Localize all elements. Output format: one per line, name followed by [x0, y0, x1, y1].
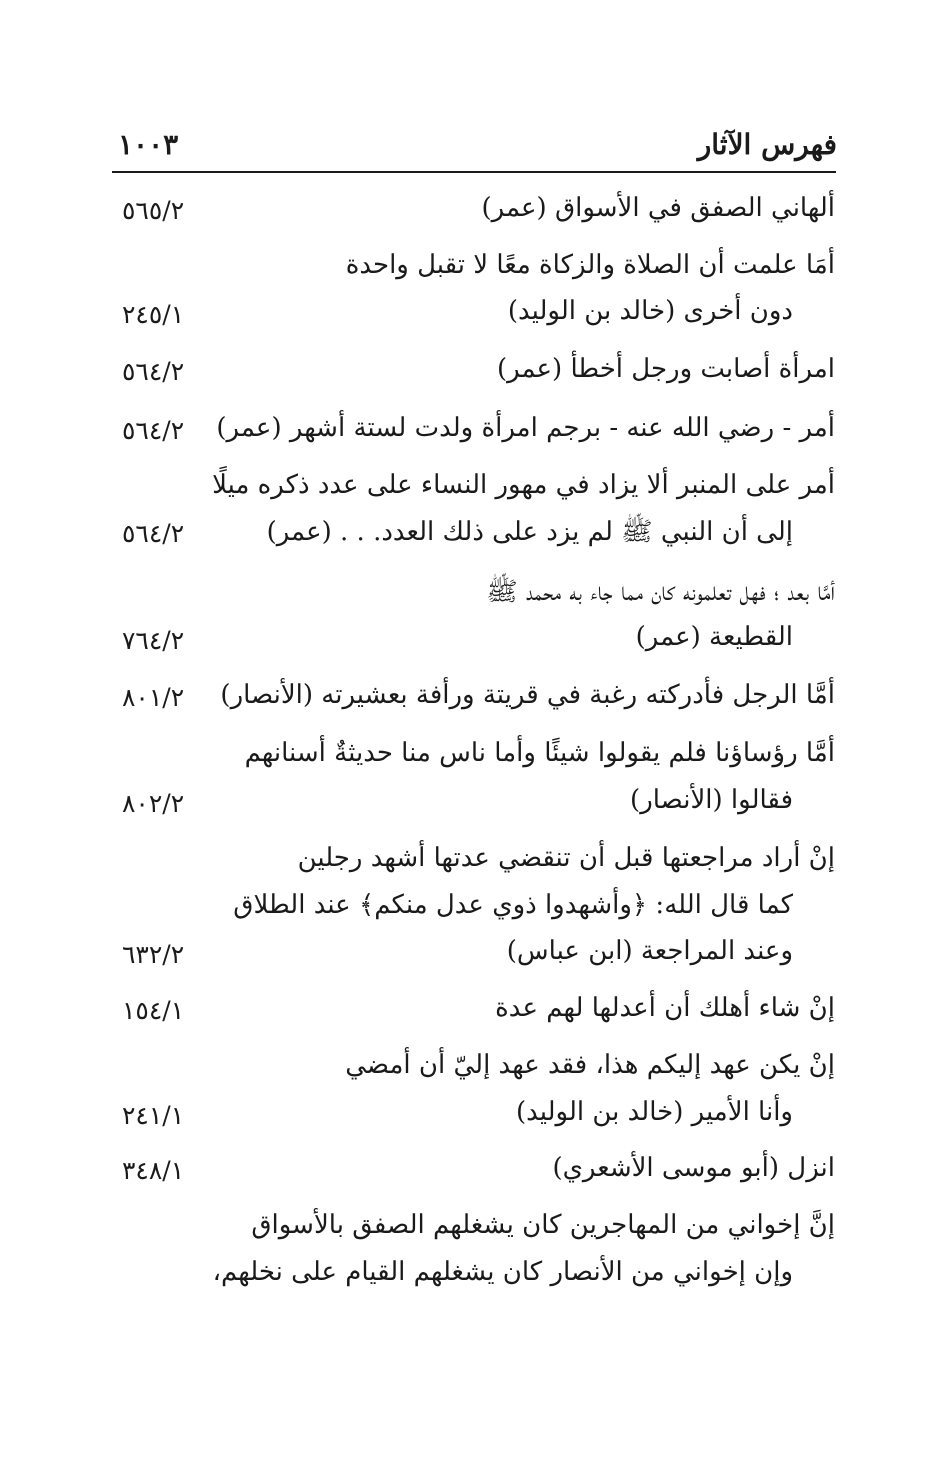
entry-text: إنَّ إخواني من المهاجرين كان يشغلهم الصفق بالأسواق — [251, 1210, 835, 1240]
page-number: ١٠٠٣ — [118, 128, 179, 161]
entry-text-continuation: وإن إخواني من الأنصار كان يشغلهم القيام على نخلهم، — [212, 1257, 793, 1287]
entry-reference: ٣٤٨/١ — [122, 1156, 185, 1185]
entry-reference: ٥٦٤/٢ — [122, 519, 185, 548]
entry-reference: ٨٠٢/٢ — [122, 789, 185, 818]
entry-text-continuation: دون أخرى (خالد بن الوليد) — [507, 296, 793, 326]
entry-reference: ٦٣٢/٢ — [122, 940, 185, 969]
entry-text: إنْ أراد مراجعتها قبل أن تنقضي عدتها أشهد رجلين — [297, 843, 835, 873]
entry-reference: ٨٠١/٢ — [122, 683, 185, 712]
entry-text-continuation: وأنا الأمير (خالد بن الوليد) — [515, 1097, 793, 1127]
entry-text-continuation: كما قال الله: ﴿وأشهدوا ذوي عدل منكم﴾ عند الطلاق — [233, 890, 793, 920]
entry-reference: ٧٦٤/٢ — [122, 626, 185, 655]
entry-text-continuation: وعند المراجعة (ابن عباس) — [506, 936, 793, 966]
entry-reference: ١٥٤/١ — [122, 996, 185, 1025]
entry-text: أمَّا بعد ؛ فهل تعلمونه كان مما جاء به محمد ﷺ — [486, 577, 835, 607]
entry-reference: ٢٤١/١ — [122, 1101, 185, 1130]
entry-text: أمَّا الرجل فأدركته رغبة في قريتة ورأفة بعشيرته (الأنصار) — [220, 680, 835, 710]
entry-reference: ٥٦٤/٢ — [122, 357, 185, 386]
entry-text: إنْ شاء أهلك أن أعدلها لهم عدة — [495, 993, 835, 1023]
header-rule — [112, 171, 836, 173]
entry-text: ألهاني الصفق في الأسواق (عمر) — [481, 193, 835, 223]
entry-reference: ٢٤٥/١ — [122, 300, 185, 329]
entry-text: إنْ يكن عهد إليكم هذا، فقد عهد إليّ أن أمضي — [345, 1050, 835, 1080]
entry-text-continuation: القطيعة (عمر) — [635, 622, 793, 652]
entry-text: أمر على المنبر ألا يزاد في مهور النساء على عدد ذكره ميلًا — [212, 470, 835, 500]
entry-text: أمَا علمت أن الصلاة والزكاة معًا لا تقبل واحدة — [345, 250, 835, 280]
entry-reference: ٥٦٥/٢ — [122, 196, 185, 225]
entry-text: امرأة أصابت ورجل أخطأ (عمر) — [497, 354, 835, 384]
page-title: فهرس الآثار — [697, 128, 837, 161]
entry-text-continuation: فقالوا (الأنصار) — [630, 785, 793, 815]
entry-text: أمر - رضي الله عنه - برجم امرأة ولدت لستة أشهر (عمر) — [216, 413, 835, 443]
entry-reference: ٥٦٤/٢ — [122, 416, 185, 445]
entry-text: أمَّا رؤساؤنا فلم يقولوا شيئًا وأما ناس منا حديثةٌ أسنانهم — [244, 738, 835, 768]
entry-text: انزل (أبو موسى الأشعري) — [552, 1153, 835, 1183]
entry-text-continuation: إلى أن النبي ﷺ لم يزد على ذلك العدد. . . (عمر) — [266, 517, 793, 547]
